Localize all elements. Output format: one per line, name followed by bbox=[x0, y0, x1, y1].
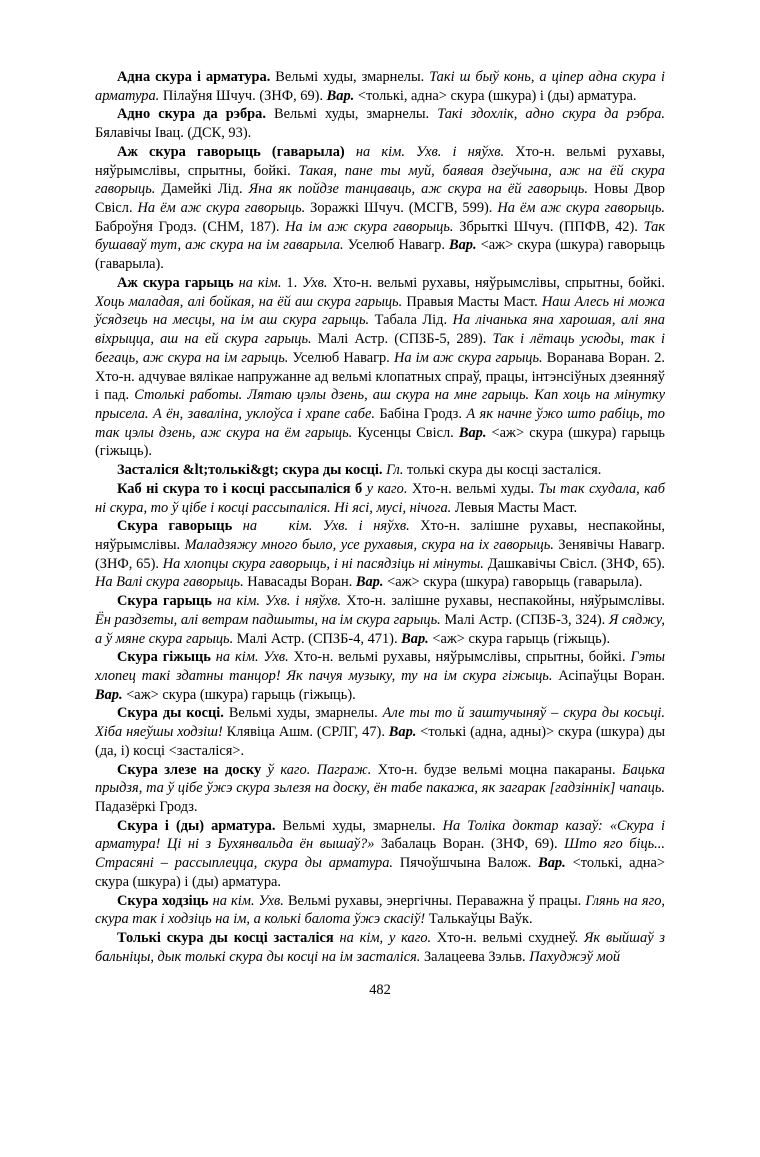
dictionary-entry bbox=[95, 892, 665, 929]
entry-headword: Аж скура гаворыць (гаварыла) bbox=[117, 143, 345, 160]
page-number: 482 bbox=[369, 982, 391, 998]
entry-body: у каго. Хто-н. вельмі худы. Ты так схудала, каб ні скура, то ў цібе і косці рассыпаліся. Ні ясі, мусі, нічога. Левыя Масты Маст. bbox=[95, 480, 665, 516]
entry-body: на кім. Ухв. і няўхв. Хто-н. залішне рухавы, неспакойны, няўрымслівы. Ён раздзеты, алі ветрам падшыты, на ім скура гарыць. Малі Астр. (СПЗБ-3, 324). Я сяджу, а ў мяне скура гарыць. Малі Астр. (СПЗБ-4, 471). Вар. <аж> скура гарыць (гіжыць). bbox=[95, 593, 666, 647]
dictionary-entry bbox=[95, 704, 665, 760]
dictionary-entry bbox=[95, 274, 665, 461]
entry-headword: Засталіся &lt;толькі&gt; скура ды косці. bbox=[117, 462, 383, 479]
entry-body: на кім, у каго. Хто-н. вельмі схуднеў. Як выйшаў з бальніцы, дык толькі скура ды косці на ім засталіся. Залацеева Зэльв. Пахуджэў мой bbox=[95, 930, 665, 965]
entry-body: Гл. толькі скура ды косці засталіся. bbox=[386, 462, 602, 479]
dictionary-entry bbox=[95, 761, 665, 817]
entry-headword: Скура злезе на доску bbox=[117, 761, 262, 778]
dictionary-entry bbox=[95, 480, 665, 517]
dictionary-entry bbox=[95, 461, 665, 480]
entry-headword: Каб ні скура то і косці рассыпаліся б bbox=[117, 480, 363, 497]
entry-headword: Скура і (ды) арматура. bbox=[117, 817, 276, 834]
entry-headword: Скура гаворыць bbox=[117, 518, 233, 535]
entry-body: Вельмі худы, змарнелы. Але ты то й заштучыняў – скура ды косьці. Хіба няеўшы ходзіш! Клявіца Ашм. (СРЛГ, 47). Вар. <толькі (адна, адны)> скура (шкура) ды (да, і) косці <засталіся>. bbox=[95, 705, 666, 759]
entry-headword: Скура гіжыць bbox=[117, 649, 211, 666]
entry-body: на кім. Ухв. Хто-н. вельмі рухавы, няўрымслівы, спрытны, бойкі. Гэты хлопец такі здатны танцор! Як пачуя музыку, ту на ім скура гіжыць. Асіпаўцы Воран. Вар. <аж> скура (шкура) гарыць (гіжыць). bbox=[95, 649, 665, 703]
entry-body: Вельмі худы, змарнелы. На Толіка доктар казаў: «Скура і арматура! Ці ні з Бухянвальда ён вышаў?» Забалаць Воран. (ЗНФ, 69). Што яго біць... Страсяні – рассыплецца, скура ды арматура. Пячоўшчына Валож. Вар. <толькі, адна> скура (шкура) і (ды) арматура. bbox=[95, 817, 665, 890]
entry-headword: Аж скура гарыць bbox=[117, 274, 234, 291]
entry-body: на кім. Ухв. і няўхв. Хто-н. залішне рухавы, неспакойны, няўрымслівы. Маладзяжу много было, усе рухавыя, скура на іх гаворыць. Зенявічы Навагр. (ЗНФ, 65). На хлопцы скура гаворыць, і ні пасядзіць ні мінуты. Дашкавічы Свісл. (ЗНФ, 65). На Валі скура гаворыць. Навасады Воран. Вар. <аж> скура (шкура) гаворыць (гаварыла). bbox=[95, 518, 666, 591]
entry-body: на кім. Ухв. Вельмі рухавы, энергічны. Пераважна ў працы. Глянь на яго, скура так і ходзіць на ім, а колькі балота ўжэ скасіў! Талькаўцы Ваўк. bbox=[95, 892, 666, 928]
entry-headword: Скура ходзіць bbox=[117, 892, 209, 909]
text-column bbox=[95, 68, 665, 967]
entry-body: на кім. 1. Ухв. Хто-н. вельмі рухавы, няўрымслівы, спрытны, бойкі. Хоць маладая, алі бойкая, на ёй аш скура гарыць. Правыя Масты Маст. Наш Алесь ні можа ўсядзець на месцы, на ім аш скура гарыць. Табала Лід. На лічанька яна харошая, алі яна віхрыцца, аш на ей скура гарыць. Малі Астр. (СПЗБ-5, 289). Так і лётаць усюды, так і бегаць, аж скура на ім гарыць. Уселюб Навагр. На ім аж скура гарыць. Воранава Воран. 2. Хто-н. адчувае вялікае напружанне ад вельмі клопатных спраў, працы, інтэнсіўных дзеянняў і пад. Столькі работы. Лятаю цэлы дзень, аш скура на мне гарыць. Кап хоць на мінутку прысела. А ён, заваліна, уклоўса і храпе сабе. Бабіна Гродз. А як начне ўжо што рабіць, то так цэлы дзень, аж скура на ём гарыць. Кусенцы Свісл. Вар. <аж> скура (шкура) гарыць (гіжыць). bbox=[95, 274, 665, 460]
entry-body: Вельмі худы, змарнелы. Такі ш быў конь, а ціпер адна скура і арматура. Пілаўня Шчуч. (ЗНФ, 69). Вар. <толькі, адна> скура (шкура) і (ды) арматура. bbox=[95, 69, 665, 104]
entry-headword: Адна скура і арматура. bbox=[117, 69, 271, 85]
entry-headword: Скура ды косці. bbox=[117, 705, 224, 722]
entry-headword: Скура гарыць bbox=[117, 593, 212, 610]
entry-body: на кім. Ухв. і няўхв. Хто-н. вельмі рухавы, няўрымслівы, спрытны, бойкі. Такая, пане ты муй, баявая дзеўчына, аж на ёй скура гаворыць. Дамейкі Лід. Яна як пойдзе танцаваць, аж скура на ёй гаворыць. Новы Двор Свісл. На ём аж скура гаворыць. Зоражкі Шчуч. (МСГВ, 599). На ём аж скура гаворыць. Баброўня Гродз. (СНМ, 187). На ім аж скура гаворыць. Збрыткі Шчуч. (ППФВ, 42). Так бушаваў тут, аж скура на ім гаварыла. Уселюб Навагр. Вар. <аж> скура (шкура) гаворыць (гаварыла). bbox=[95, 143, 666, 273]
entry-body: Вельмі худы, змарнелы. Такі здохлік, адно скура да рэбра. Бялавічы Івац. (ДСК, 93). bbox=[95, 106, 666, 142]
dictionary-entry bbox=[95, 929, 665, 966]
dictionary-entry bbox=[95, 517, 665, 592]
entry-headword: Толькі скура ды косці засталіся bbox=[117, 930, 334, 947]
dictionary-entry bbox=[95, 105, 665, 142]
dictionary-entry bbox=[95, 143, 665, 274]
dictionary-entry bbox=[95, 68, 665, 105]
dictionary-entry bbox=[95, 648, 665, 704]
entry-headword: Адно скура да рэбра. bbox=[117, 106, 266, 123]
dictionary-entry bbox=[95, 817, 665, 892]
dictionary-entry bbox=[95, 592, 665, 648]
entry-body: ў каго. Паграж. Хто-н. будзе вельмі моцна пакараны. Бацька прыдзя, та ў цібе ўжэ скура зьлезя на доску, ён табе пакажа, як загарак [гадзіннік] чапаць. Падазёркі Гродз. bbox=[95, 761, 665, 816]
